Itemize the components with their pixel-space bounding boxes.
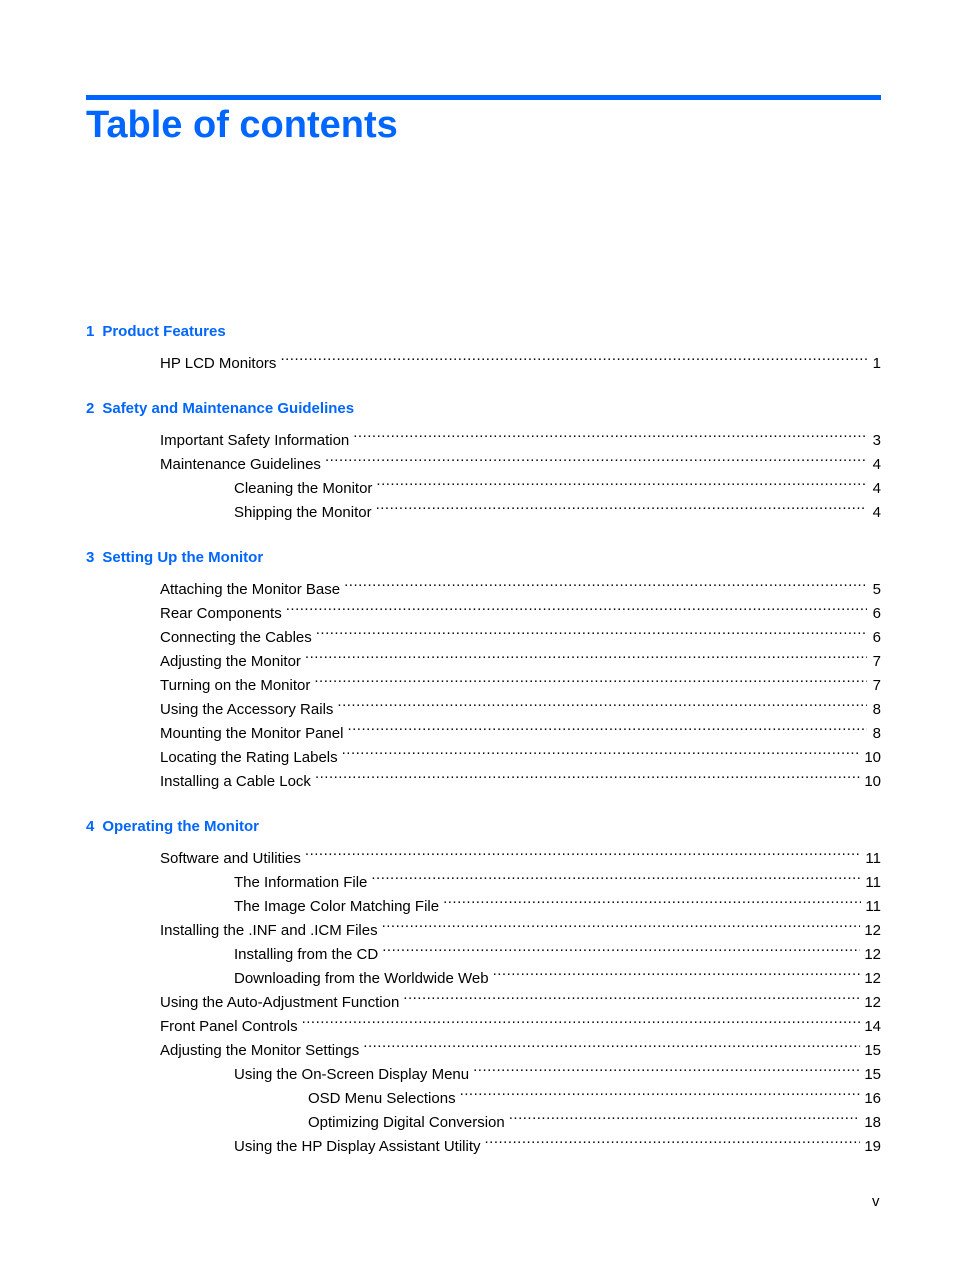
dot-leader xyxy=(325,445,867,469)
toc-entry-link[interactable] xyxy=(86,1103,881,1131)
chapter-heading-link[interactable] xyxy=(86,320,881,344)
toc-entry-label: Rear Components xyxy=(160,605,282,622)
toc-entry-link[interactable] xyxy=(86,911,881,939)
toc-entry-label: Using the Accessory Rails xyxy=(160,701,334,718)
table-of-contents xyxy=(86,320,881,1180)
dot-leader xyxy=(493,959,861,983)
toc-entry-page: 10 xyxy=(864,749,881,766)
toc-entry-label: Adjusting the Monitor Settings xyxy=(160,1042,360,1059)
toc-entry-link[interactable] xyxy=(86,887,881,915)
dot-leader xyxy=(314,666,867,690)
toc-entry-label: Using the On-Screen Display Menu xyxy=(234,1066,470,1083)
toc-entry-label: Installing a Cable Lock xyxy=(160,773,311,790)
toc-entry-link[interactable] xyxy=(86,493,881,521)
toc-entry-page: 1 xyxy=(872,355,881,372)
toc-entry-page: 7 xyxy=(872,677,881,694)
chapter-heading-link[interactable] xyxy=(86,397,881,421)
dot-leader xyxy=(316,618,867,642)
dot-leader xyxy=(382,911,861,935)
dot-leader xyxy=(376,493,867,517)
chapter-title: Product Features xyxy=(102,323,226,340)
toc-entry-page: 8 xyxy=(872,701,881,718)
dot-leader xyxy=(286,594,867,618)
dot-leader xyxy=(344,570,867,594)
toc-entry-page: 11 xyxy=(865,898,881,915)
toc-entry-label: Mounting the Monitor Panel xyxy=(160,725,344,742)
toc-entry-label: Shipping the Monitor xyxy=(234,504,372,521)
toc-chapter xyxy=(86,397,881,521)
page-number: v xyxy=(872,1193,880,1210)
dot-leader xyxy=(473,1055,860,1079)
toc-entry-label: Connecting the Cables xyxy=(160,629,312,646)
toc-entry-link[interactable] xyxy=(86,421,881,449)
toc-entry-label: The Information File xyxy=(234,874,368,891)
chapter-heading-link[interactable] xyxy=(86,815,881,839)
toc-entry-label: Downloading from the Worldwide Web xyxy=(234,970,489,987)
toc-chapter xyxy=(86,320,881,372)
toc-entry-label: OSD Menu Selections xyxy=(308,1090,456,1107)
toc-entry-page: 18 xyxy=(864,1114,881,1131)
dot-leader xyxy=(376,469,867,493)
toc-entry-link[interactable] xyxy=(86,959,881,987)
chapter-number: 2 xyxy=(86,400,95,417)
toc-entry-page: 3 xyxy=(872,432,881,449)
dot-leader xyxy=(337,690,867,714)
dot-leader xyxy=(302,1007,861,1031)
dot-leader xyxy=(363,1031,860,1055)
dot-leader xyxy=(315,762,860,786)
dot-leader xyxy=(305,839,862,863)
toc-entry-label: Attaching the Monitor Base xyxy=(160,581,341,598)
toc-entry-label: Installing the .INF and .ICM Files xyxy=(160,922,378,939)
toc-entry-link[interactable] xyxy=(86,1079,881,1107)
toc-entry-link[interactable] xyxy=(86,570,881,598)
dot-leader xyxy=(484,1127,860,1151)
dot-leader xyxy=(403,983,860,1007)
dot-leader xyxy=(347,714,867,738)
toc-entry-label: Maintenance Guidelines xyxy=(160,456,321,473)
dot-leader xyxy=(382,935,860,959)
toc-entry-link[interactable] xyxy=(86,344,881,372)
toc-entry-page: 10 xyxy=(864,773,881,790)
toc-chapter xyxy=(86,815,881,1155)
chapter-heading-link[interactable] xyxy=(86,546,881,570)
dot-leader xyxy=(371,863,861,887)
page-title: Table of contents xyxy=(86,104,398,146)
toc-entry-page: 4 xyxy=(872,456,881,473)
toc-entry-page: 16 xyxy=(864,1090,881,1107)
toc-entry-page: 4 xyxy=(872,480,881,497)
toc-entry-label: Optimizing Digital Conversion xyxy=(308,1114,505,1131)
chapter-number: 3 xyxy=(86,549,95,566)
toc-entry-label: The Image Color Matching File xyxy=(234,898,440,915)
toc-entry-link[interactable] xyxy=(86,983,881,1011)
toc-entry-link[interactable] xyxy=(86,839,881,867)
toc-entry-page: 12 xyxy=(864,922,881,939)
chapter-title: Safety and Maintenance Guidelines xyxy=(102,400,355,417)
toc-entry-page: 19 xyxy=(864,1138,881,1155)
toc-entry-label: Software and Utilities xyxy=(160,850,301,867)
dot-leader xyxy=(443,887,861,911)
toc-entry-label: Front Panel Controls xyxy=(160,1018,298,1035)
toc-entry-label: Turning on the Monitor xyxy=(160,677,311,694)
toc-entry-page: 7 xyxy=(872,653,881,670)
toc-entry-page: 6 xyxy=(872,629,881,646)
toc-entry-page: 15 xyxy=(864,1042,881,1059)
toc-entry-label: Using the HP Display Assistant Utility xyxy=(234,1138,481,1155)
dot-leader xyxy=(305,642,867,666)
toc-entry-label: HP LCD Monitors xyxy=(160,355,277,372)
chapter-number: 1 xyxy=(86,323,95,340)
toc-entry-link[interactable] xyxy=(86,1127,881,1155)
toc-entry-page: 11 xyxy=(865,850,881,867)
toc-entry-label: Adjusting the Monitor xyxy=(160,653,301,670)
chapter-number: 4 xyxy=(86,818,95,835)
toc-entry-page: 14 xyxy=(864,1018,881,1035)
dot-leader xyxy=(353,421,867,445)
toc-entry-page: 5 xyxy=(872,581,881,598)
toc-entry-page: 4 xyxy=(872,504,881,521)
dot-leader xyxy=(342,738,861,762)
toc-entry-label: Locating the Rating Labels xyxy=(160,749,338,766)
toc-entry-page: 11 xyxy=(865,874,881,891)
dot-leader xyxy=(280,344,867,368)
toc-entry-label: Cleaning the Monitor xyxy=(234,480,373,497)
toc-entry-page: 12 xyxy=(864,970,881,987)
toc-chapter xyxy=(86,546,881,790)
dot-leader xyxy=(460,1079,861,1103)
toc-entry-page: 12 xyxy=(864,994,881,1011)
toc-entry-label: Using the Auto-Adjustment Function xyxy=(160,994,400,1011)
toc-entry-label: Important Safety Information xyxy=(160,432,350,449)
chapter-title: Setting Up the Monitor xyxy=(102,549,264,566)
toc-entry-page: 12 xyxy=(864,946,881,963)
toc-entry-page: 8 xyxy=(872,725,881,742)
toc-entry-page: 15 xyxy=(864,1066,881,1083)
dot-leader xyxy=(509,1103,861,1127)
chapter-title: Operating the Monitor xyxy=(102,818,260,835)
toc-entry-page: 6 xyxy=(872,605,881,622)
toc-entry-label: Installing from the CD xyxy=(234,946,379,963)
